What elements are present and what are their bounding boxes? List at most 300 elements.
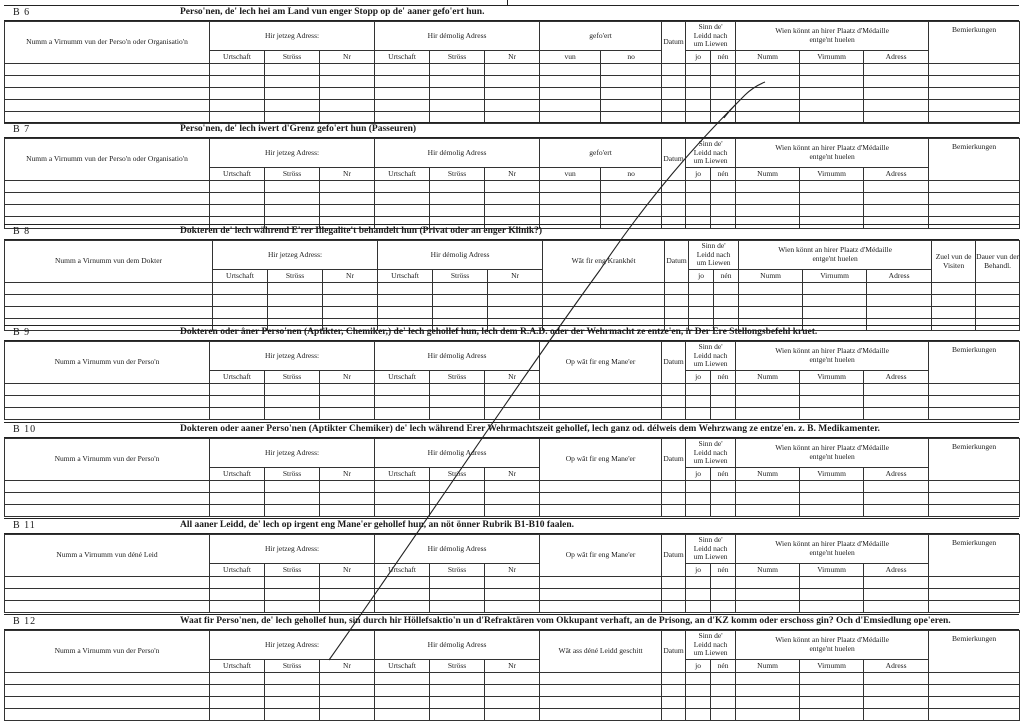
entry-cell[interactable] <box>210 193 265 205</box>
entry-cell[interactable] <box>662 577 686 589</box>
entry-cell[interactable] <box>320 589 375 601</box>
entry-cell[interactable] <box>210 505 265 517</box>
entry-cell[interactable] <box>375 697 430 709</box>
entry-cell[interactable] <box>265 685 320 697</box>
entry-cell[interactable] <box>540 673 662 685</box>
entry-cell[interactable] <box>320 396 375 408</box>
entry-cell[interactable] <box>662 685 686 697</box>
entry-cell[interactable] <box>864 673 929 685</box>
entry-cell[interactable] <box>540 193 601 205</box>
entry-cell[interactable] <box>375 88 430 100</box>
entry-cell[interactable] <box>540 589 662 601</box>
entry-cell[interactable] <box>864 505 929 517</box>
entry-cell[interactable] <box>5 283 213 295</box>
entry-cell[interactable] <box>929 685 1020 697</box>
entry-cell[interactable] <box>736 193 800 205</box>
entry-cell[interactable] <box>430 100 485 112</box>
entry-cell[interactable] <box>485 408 540 420</box>
entry-cell[interactable] <box>5 193 210 205</box>
entry-cell[interactable] <box>323 283 378 295</box>
entry-cell[interactable] <box>213 283 268 295</box>
entry-cell[interactable] <box>711 396 736 408</box>
entry-cell[interactable] <box>5 64 210 76</box>
entry-cell[interactable] <box>803 307 867 319</box>
entry-cell[interactable] <box>320 88 375 100</box>
entry-cell[interactable] <box>867 295 932 307</box>
entry-cell[interactable] <box>485 601 540 613</box>
entry-cell[interactable] <box>686 601 711 613</box>
entry-cell[interactable] <box>686 685 711 697</box>
entry-cell[interactable] <box>686 709 711 721</box>
entry-cell[interactable] <box>5 601 210 613</box>
entry-cell[interactable] <box>736 408 800 420</box>
entry-cell[interactable] <box>711 384 736 396</box>
entry-cell[interactable] <box>864 193 929 205</box>
entry-cell[interactable] <box>540 396 662 408</box>
entry-cell[interactable] <box>210 64 265 76</box>
entry-cell[interactable] <box>320 697 375 709</box>
entry-cell[interactable] <box>485 577 540 589</box>
entry-cell[interactable] <box>210 577 265 589</box>
entry-cell[interactable] <box>268 283 323 295</box>
entry-cell[interactable] <box>543 283 665 295</box>
entry-cell[interactable] <box>800 493 864 505</box>
entry-cell[interactable] <box>736 493 800 505</box>
entry-cell[interactable] <box>929 396 1020 408</box>
entry-cell[interactable] <box>540 88 601 100</box>
entry-cell[interactable] <box>540 481 662 493</box>
entry-cell[interactable] <box>540 709 662 721</box>
entry-cell[interactable] <box>800 685 864 697</box>
entry-cell[interactable] <box>210 709 265 721</box>
entry-cell[interactable] <box>375 396 430 408</box>
entry-cell[interactable] <box>711 685 736 697</box>
entry-cell[interactable] <box>320 384 375 396</box>
entry-cell[interactable] <box>800 408 864 420</box>
entry-cell[interactable] <box>540 505 662 517</box>
entry-cell[interactable] <box>686 396 711 408</box>
entry-cell[interactable] <box>800 205 864 217</box>
entry-cell[interactable] <box>662 88 686 100</box>
entry-cell[interactable] <box>739 283 803 295</box>
entry-cell[interactable] <box>864 88 929 100</box>
entry-cell[interactable] <box>686 100 711 112</box>
entry-cell[interactable] <box>433 295 488 307</box>
entry-cell[interactable] <box>929 673 1020 685</box>
entry-cell[interactable] <box>430 408 485 420</box>
entry-cell[interactable] <box>800 384 864 396</box>
entry-cell[interactable] <box>711 76 736 88</box>
entry-cell[interactable] <box>210 408 265 420</box>
entry-cell[interactable] <box>711 481 736 493</box>
entry-cell[interactable] <box>739 307 803 319</box>
entry-cell[interactable] <box>800 481 864 493</box>
entry-cell[interactable] <box>864 396 929 408</box>
entry-cell[interactable] <box>686 88 711 100</box>
entry-cell[interactable] <box>210 589 265 601</box>
entry-cell[interactable] <box>375 193 430 205</box>
entry-cell[interactable] <box>929 697 1020 709</box>
entry-cell[interactable] <box>601 100 662 112</box>
entry-cell[interactable] <box>711 100 736 112</box>
entry-cell[interactable] <box>543 307 665 319</box>
entry-cell[interactable] <box>800 589 864 601</box>
entry-cell[interactable] <box>265 88 320 100</box>
entry-cell[interactable] <box>736 673 800 685</box>
entry-cell[interactable] <box>929 205 1020 217</box>
entry-cell[interactable] <box>320 685 375 697</box>
entry-cell[interactable] <box>601 76 662 88</box>
entry-cell[interactable] <box>540 384 662 396</box>
entry-cell[interactable] <box>736 709 800 721</box>
entry-cell[interactable] <box>929 384 1020 396</box>
entry-cell[interactable] <box>686 64 711 76</box>
entry-cell[interactable] <box>800 601 864 613</box>
entry-cell[interactable] <box>736 505 800 517</box>
entry-cell[interactable] <box>5 88 210 100</box>
entry-cell[interactable] <box>864 205 929 217</box>
entry-cell[interactable] <box>485 396 540 408</box>
entry-cell[interactable] <box>210 493 265 505</box>
entry-cell[interactable] <box>430 685 485 697</box>
entry-cell[interactable] <box>488 295 543 307</box>
entry-cell[interactable] <box>485 76 540 88</box>
entry-cell[interactable] <box>210 76 265 88</box>
entry-cell[interactable] <box>5 295 213 307</box>
entry-cell[interactable] <box>736 76 800 88</box>
entry-cell[interactable] <box>540 100 601 112</box>
entry-cell[interactable] <box>714 295 739 307</box>
entry-cell[interactable] <box>430 76 485 88</box>
entry-cell[interactable] <box>268 295 323 307</box>
entry-cell[interactable] <box>714 283 739 295</box>
entry-cell[interactable] <box>662 505 686 517</box>
entry-cell[interactable] <box>736 205 800 217</box>
entry-cell[interactable] <box>736 577 800 589</box>
entry-cell[interactable] <box>210 181 265 193</box>
entry-cell[interactable] <box>323 295 378 307</box>
entry-cell[interactable] <box>929 408 1020 420</box>
entry-cell[interactable] <box>265 100 320 112</box>
entry-cell[interactable] <box>485 505 540 517</box>
entry-cell[interactable] <box>320 193 375 205</box>
entry-cell[interactable] <box>929 181 1020 193</box>
entry-cell[interactable] <box>800 193 864 205</box>
entry-cell[interactable] <box>864 709 929 721</box>
entry-cell[interactable] <box>800 88 864 100</box>
entry-cell[interactable] <box>662 673 686 685</box>
entry-cell[interactable] <box>864 697 929 709</box>
entry-cell[interactable] <box>540 181 601 193</box>
entry-cell[interactable] <box>430 193 485 205</box>
entry-cell[interactable] <box>433 283 488 295</box>
entry-cell[interactable] <box>867 307 932 319</box>
entry-cell[interactable] <box>714 307 739 319</box>
entry-cell[interactable] <box>662 408 686 420</box>
entry-cell[interactable] <box>375 685 430 697</box>
entry-cell[interactable] <box>265 408 320 420</box>
entry-cell[interactable] <box>540 76 601 88</box>
entry-cell[interactable] <box>433 307 488 319</box>
entry-cell[interactable] <box>5 493 210 505</box>
entry-cell[interactable] <box>736 100 800 112</box>
entry-cell[interactable] <box>378 307 433 319</box>
entry-cell[interactable] <box>213 295 268 307</box>
entry-cell[interactable] <box>375 673 430 685</box>
entry-cell[interactable] <box>601 193 662 205</box>
entry-cell[interactable] <box>485 673 540 685</box>
entry-cell[interactable] <box>320 577 375 589</box>
entry-cell[interactable] <box>5 396 210 408</box>
entry-cell[interactable] <box>485 88 540 100</box>
entry-cell[interactable] <box>736 64 800 76</box>
entry-cell[interactable] <box>320 709 375 721</box>
entry-cell[interactable] <box>711 577 736 589</box>
entry-cell[interactable] <box>265 601 320 613</box>
entry-cell[interactable] <box>430 589 485 601</box>
entry-cell[interactable] <box>662 709 686 721</box>
entry-cell[interactable] <box>320 673 375 685</box>
entry-cell[interactable] <box>800 76 864 88</box>
entry-cell[interactable] <box>375 181 430 193</box>
entry-cell[interactable] <box>800 505 864 517</box>
entry-cell[interactable] <box>265 205 320 217</box>
entry-cell[interactable] <box>932 295 976 307</box>
entry-cell[interactable] <box>485 181 540 193</box>
entry-cell[interactable] <box>5 76 210 88</box>
entry-cell[interactable] <box>5 577 210 589</box>
entry-cell[interactable] <box>929 88 1020 100</box>
entry-cell[interactable] <box>268 307 323 319</box>
entry-cell[interactable] <box>662 493 686 505</box>
entry-cell[interactable] <box>265 505 320 517</box>
entry-cell[interactable] <box>430 88 485 100</box>
entry-cell[interactable] <box>736 601 800 613</box>
entry-cell[interactable] <box>689 283 714 295</box>
entry-cell[interactable] <box>686 181 711 193</box>
entry-cell[interactable] <box>5 505 210 517</box>
entry-cell[interactable] <box>976 283 1020 295</box>
entry-cell[interactable] <box>320 408 375 420</box>
entry-cell[interactable] <box>800 396 864 408</box>
entry-cell[interactable] <box>375 76 430 88</box>
entry-cell[interactable] <box>601 205 662 217</box>
entry-cell[interactable] <box>540 64 601 76</box>
entry-cell[interactable] <box>265 396 320 408</box>
entry-cell[interactable] <box>485 384 540 396</box>
entry-cell[interactable] <box>711 589 736 601</box>
entry-cell[interactable] <box>430 481 485 493</box>
entry-cell[interactable] <box>540 697 662 709</box>
entry-cell[interactable] <box>864 481 929 493</box>
entry-cell[interactable] <box>800 673 864 685</box>
entry-cell[interactable] <box>929 601 1020 613</box>
entry-cell[interactable] <box>5 673 210 685</box>
entry-cell[interactable] <box>929 481 1020 493</box>
entry-cell[interactable] <box>601 88 662 100</box>
entry-cell[interactable] <box>378 295 433 307</box>
entry-cell[interactable] <box>686 481 711 493</box>
entry-cell[interactable] <box>686 577 711 589</box>
entry-cell[interactable] <box>5 307 213 319</box>
entry-cell[interactable] <box>864 577 929 589</box>
entry-cell[interactable] <box>210 88 265 100</box>
entry-cell[interactable] <box>375 481 430 493</box>
entry-cell[interactable] <box>430 64 485 76</box>
entry-cell[interactable] <box>320 481 375 493</box>
entry-cell[interactable] <box>265 577 320 589</box>
entry-cell[interactable] <box>662 601 686 613</box>
entry-cell[interactable] <box>736 481 800 493</box>
entry-cell[interactable] <box>210 481 265 493</box>
entry-cell[interactable] <box>375 64 430 76</box>
entry-cell[interactable] <box>864 100 929 112</box>
entry-cell[interactable] <box>485 481 540 493</box>
entry-cell[interactable] <box>711 64 736 76</box>
entry-cell[interactable] <box>430 601 485 613</box>
entry-cell[interactable] <box>375 100 430 112</box>
entry-cell[interactable] <box>320 100 375 112</box>
entry-cell[interactable] <box>686 76 711 88</box>
entry-cell[interactable] <box>430 505 485 517</box>
entry-cell[interactable] <box>686 408 711 420</box>
entry-cell[interactable] <box>864 601 929 613</box>
entry-cell[interactable] <box>375 408 430 420</box>
entry-cell[interactable] <box>601 181 662 193</box>
entry-cell[interactable] <box>210 205 265 217</box>
entry-cell[interactable] <box>929 493 1020 505</box>
entry-cell[interactable] <box>430 396 485 408</box>
entry-cell[interactable] <box>375 505 430 517</box>
entry-cell[interactable] <box>662 100 686 112</box>
entry-cell[interactable] <box>864 685 929 697</box>
entry-cell[interactable] <box>540 408 662 420</box>
entry-cell[interactable] <box>803 295 867 307</box>
entry-cell[interactable] <box>320 493 375 505</box>
entry-cell[interactable] <box>736 181 800 193</box>
entry-cell[interactable] <box>320 505 375 517</box>
entry-cell[interactable] <box>662 384 686 396</box>
entry-cell[interactable] <box>736 384 800 396</box>
entry-cell[interactable] <box>320 601 375 613</box>
entry-cell[interactable] <box>929 505 1020 517</box>
entry-cell[interactable] <box>689 307 714 319</box>
entry-cell[interactable] <box>976 295 1020 307</box>
entry-cell[interactable] <box>711 408 736 420</box>
entry-cell[interactable] <box>686 493 711 505</box>
entry-cell[interactable] <box>485 685 540 697</box>
entry-cell[interactable] <box>210 601 265 613</box>
entry-cell[interactable] <box>5 589 210 601</box>
entry-cell[interactable] <box>662 697 686 709</box>
entry-cell[interactable] <box>736 589 800 601</box>
entry-cell[interactable] <box>711 88 736 100</box>
entry-cell[interactable] <box>375 601 430 613</box>
entry-cell[interactable] <box>210 673 265 685</box>
entry-cell[interactable] <box>711 493 736 505</box>
entry-cell[interactable] <box>665 295 689 307</box>
entry-cell[interactable] <box>375 205 430 217</box>
entry-cell[interactable] <box>430 709 485 721</box>
entry-cell[interactable] <box>864 408 929 420</box>
entry-cell[interactable] <box>736 396 800 408</box>
entry-cell[interactable] <box>800 697 864 709</box>
entry-cell[interactable] <box>210 384 265 396</box>
entry-cell[interactable] <box>929 76 1020 88</box>
entry-cell[interactable] <box>210 396 265 408</box>
entry-cell[interactable] <box>929 577 1020 589</box>
entry-cell[interactable] <box>800 100 864 112</box>
entry-cell[interactable] <box>430 181 485 193</box>
entry-cell[interactable] <box>265 673 320 685</box>
entry-cell[interactable] <box>686 505 711 517</box>
entry-cell[interactable] <box>485 193 540 205</box>
entry-cell[interactable] <box>485 709 540 721</box>
entry-cell[interactable] <box>689 295 714 307</box>
entry-cell[interactable] <box>739 295 803 307</box>
entry-cell[interactable] <box>800 181 864 193</box>
entry-cell[interactable] <box>686 589 711 601</box>
entry-cell[interactable] <box>711 601 736 613</box>
entry-cell[interactable] <box>5 100 210 112</box>
entry-cell[interactable] <box>265 76 320 88</box>
entry-cell[interactable] <box>686 205 711 217</box>
entry-cell[interactable] <box>210 697 265 709</box>
entry-cell[interactable] <box>488 283 543 295</box>
entry-cell[interactable] <box>265 697 320 709</box>
entry-cell[interactable] <box>430 493 485 505</box>
entry-cell[interactable] <box>5 384 210 396</box>
entry-cell[interactable] <box>5 697 210 709</box>
entry-cell[interactable] <box>662 181 686 193</box>
entry-cell[interactable] <box>711 205 736 217</box>
entry-cell[interactable] <box>665 283 689 295</box>
entry-cell[interactable] <box>540 577 662 589</box>
entry-cell[interactable] <box>265 181 320 193</box>
entry-cell[interactable] <box>662 481 686 493</box>
entry-cell[interactable] <box>864 76 929 88</box>
entry-cell[interactable] <box>864 181 929 193</box>
entry-cell[interactable] <box>540 601 662 613</box>
entry-cell[interactable] <box>711 505 736 517</box>
entry-cell[interactable] <box>929 589 1020 601</box>
entry-cell[interactable] <box>976 307 1020 319</box>
entry-cell[interactable] <box>929 193 1020 205</box>
entry-cell[interactable] <box>932 307 976 319</box>
entry-cell[interactable] <box>430 384 485 396</box>
entry-cell[interactable] <box>485 589 540 601</box>
entry-cell[interactable] <box>5 408 210 420</box>
entry-cell[interactable] <box>662 205 686 217</box>
entry-cell[interactable] <box>430 205 485 217</box>
entry-cell[interactable] <box>686 384 711 396</box>
entry-cell[interactable] <box>485 64 540 76</box>
entry-cell[interactable] <box>540 685 662 697</box>
entry-cell[interactable] <box>485 205 540 217</box>
entry-cell[interactable] <box>375 384 430 396</box>
entry-cell[interactable] <box>686 697 711 709</box>
entry-cell[interactable] <box>543 295 665 307</box>
entry-cell[interactable] <box>378 283 433 295</box>
entry-cell[interactable] <box>736 685 800 697</box>
entry-cell[interactable] <box>662 193 686 205</box>
entry-cell[interactable] <box>485 100 540 112</box>
entry-cell[interactable] <box>736 697 800 709</box>
entry-cell[interactable] <box>711 193 736 205</box>
entry-cell[interactable] <box>485 697 540 709</box>
entry-cell[interactable] <box>265 481 320 493</box>
entry-cell[interactable] <box>430 577 485 589</box>
